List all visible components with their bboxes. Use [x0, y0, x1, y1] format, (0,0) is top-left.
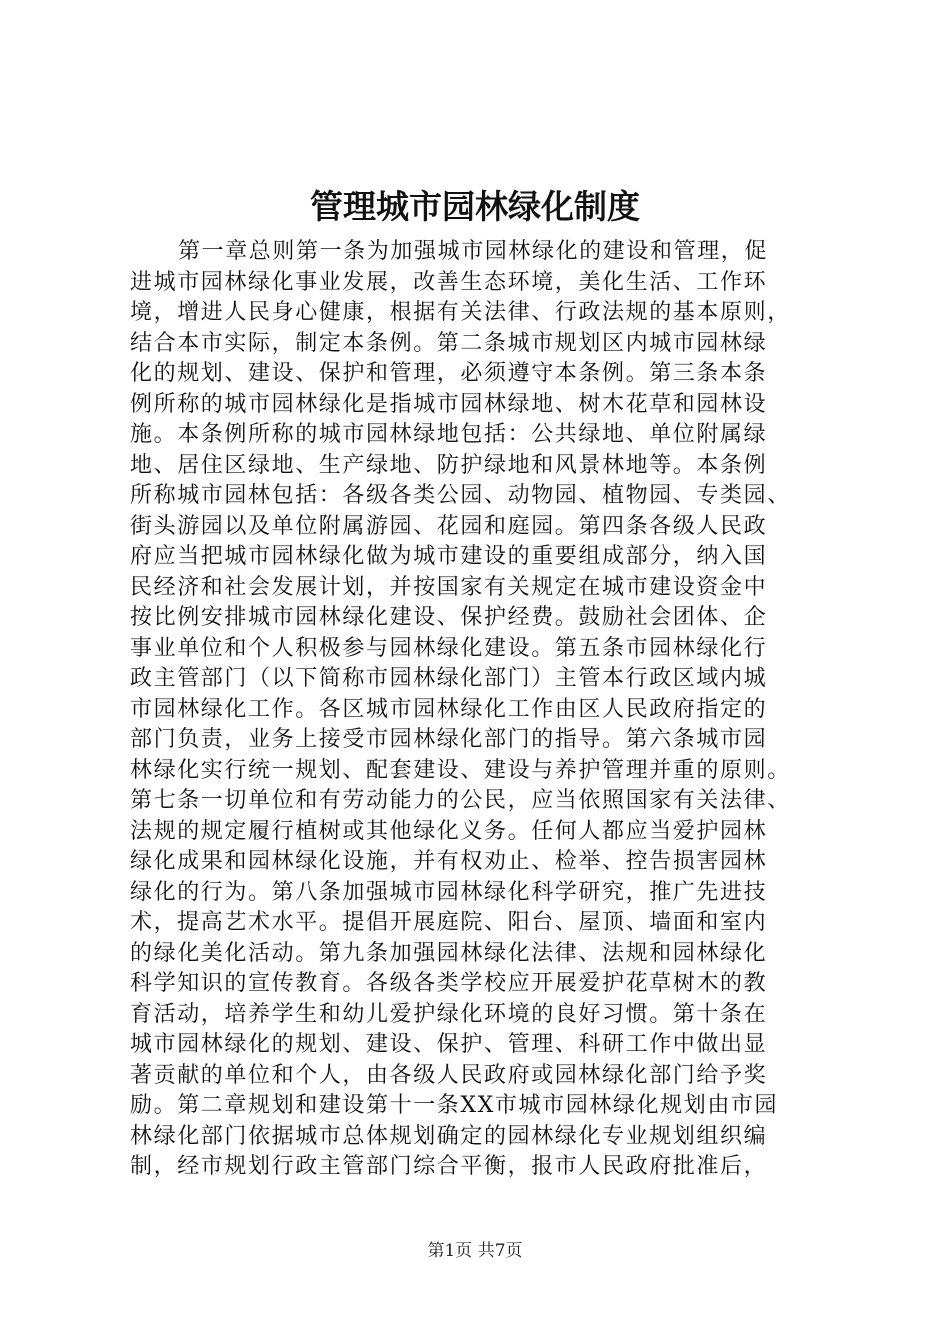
body-line: 林绿化实行统一规划、配套建设、建设与养护管理并重的原则。 [130, 757, 791, 783]
body-line: 府应当把城市园林绿化做为城市建设的重要组成部分，纳入国 [130, 544, 768, 569]
body-line: 结合本市实际，制定本条例。第二条城市规划区内城市园林绿 [130, 330, 768, 356]
body-line: 术，提高艺术水平。提倡开展庭院、阳台、屋顶、墙面和室内 [130, 910, 768, 935]
body-line: 事业单位和个人积极参与园林绿化建设。第五条市园林绿化行 [130, 635, 768, 661]
body-line: 按比例安排城市园林绿化建设、保护经费。鼓励社会团体、企 [130, 605, 768, 630]
body-line: 第七条一切单位和有劳动能力的公民，应当依照国家有关法律、 [130, 788, 791, 813]
body-line: 林绿化部门依据城市总体规划确定的园林绿化专业规划组织编 [130, 1123, 768, 1149]
body-line: 制，经市规划行政主管部门综合平衡，报市人民政府批准后， [130, 1154, 768, 1179]
body-line: 科学知识的宣传教育。各级各类学校应开展爱护花草树木的教 [130, 971, 768, 996]
body-line: 地、居住区绿地、生产绿地、防护绿地和风景林地等。本条例 [130, 452, 768, 478]
body-line: 例所称的城市园林绿化是指城市园林绿地、树木花草和园林设 [130, 391, 768, 417]
body-line: 政主管部门（以下简称市园林绿化部门）主管本行政区域内城 [130, 666, 768, 691]
body-line: 进城市园林绿化事业发展，改善生态环境，美化生活、工作环 [130, 269, 768, 295]
body-line: 部门负责，业务上接受市园林绿化部门的指导。第六条城市园 [130, 727, 768, 752]
body-line: 街头游园以及单位附属游园、花园和庭园。第四条各级人民政 [130, 513, 768, 539]
body-line: 绿化的行为。第八条加强城市园林绿化科学研究，推广先进技 [130, 879, 768, 905]
body-line: 化的规划、建设、保护和管理，必须遵守本条例。第三条本条 [130, 361, 768, 386]
body-line: 励。第二章规划和建设第十一条XX市城市园林绿化规划由市园 [130, 1093, 779, 1118]
document-body [130, 237, 830, 1183]
body-line: 施。本条例所称的城市园林绿地包括：公共绿地、单位附属绿 [130, 422, 768, 447]
body-line: 绿化成果和园林绿化设施，并有权劝止、检举、控告损害园林 [130, 849, 768, 874]
body-line: 法规的规定履行植树或其他绿化义务。任何人都应当爱护园林 [130, 818, 768, 844]
body-line: 著贡献的单位和个人，由各级人民政府或园林绿化部门给予奖 [130, 1062, 768, 1088]
body-line: 市园林绿化工作。各区城市园林绿化工作由区人民政府指定的 [130, 696, 768, 722]
body-line: 所称城市园林包括：各级各类公园、动物园、植物园、专类园、 [130, 483, 791, 508]
body-line: 育活动，培养学生和幼儿爱护绿化环境的良好习惯。第十条在 [130, 1001, 768, 1027]
body-line: 民经济和社会发展计划，并按国家有关规定在城市建设资金中 [130, 574, 768, 600]
document-title: 管理城市园林绿化制度 [310, 187, 640, 226]
body-line: 第一章总则第一条为加强城市园林绿化的建设和管理，促 [178, 239, 769, 264]
body-line: 城市园林绿化的规划、建设、保护、管理、科研工作中做出显 [130, 1032, 768, 1057]
body-line: 的绿化美化活动。第九条加强园林绿化法律、法规和园林绿化 [130, 940, 768, 966]
page-number-footer: 第1页 共7页 [427, 1241, 523, 1261]
body-line: 境，增进人民身心健康，根据有关法律、行政法规的基本原则， [130, 300, 791, 325]
